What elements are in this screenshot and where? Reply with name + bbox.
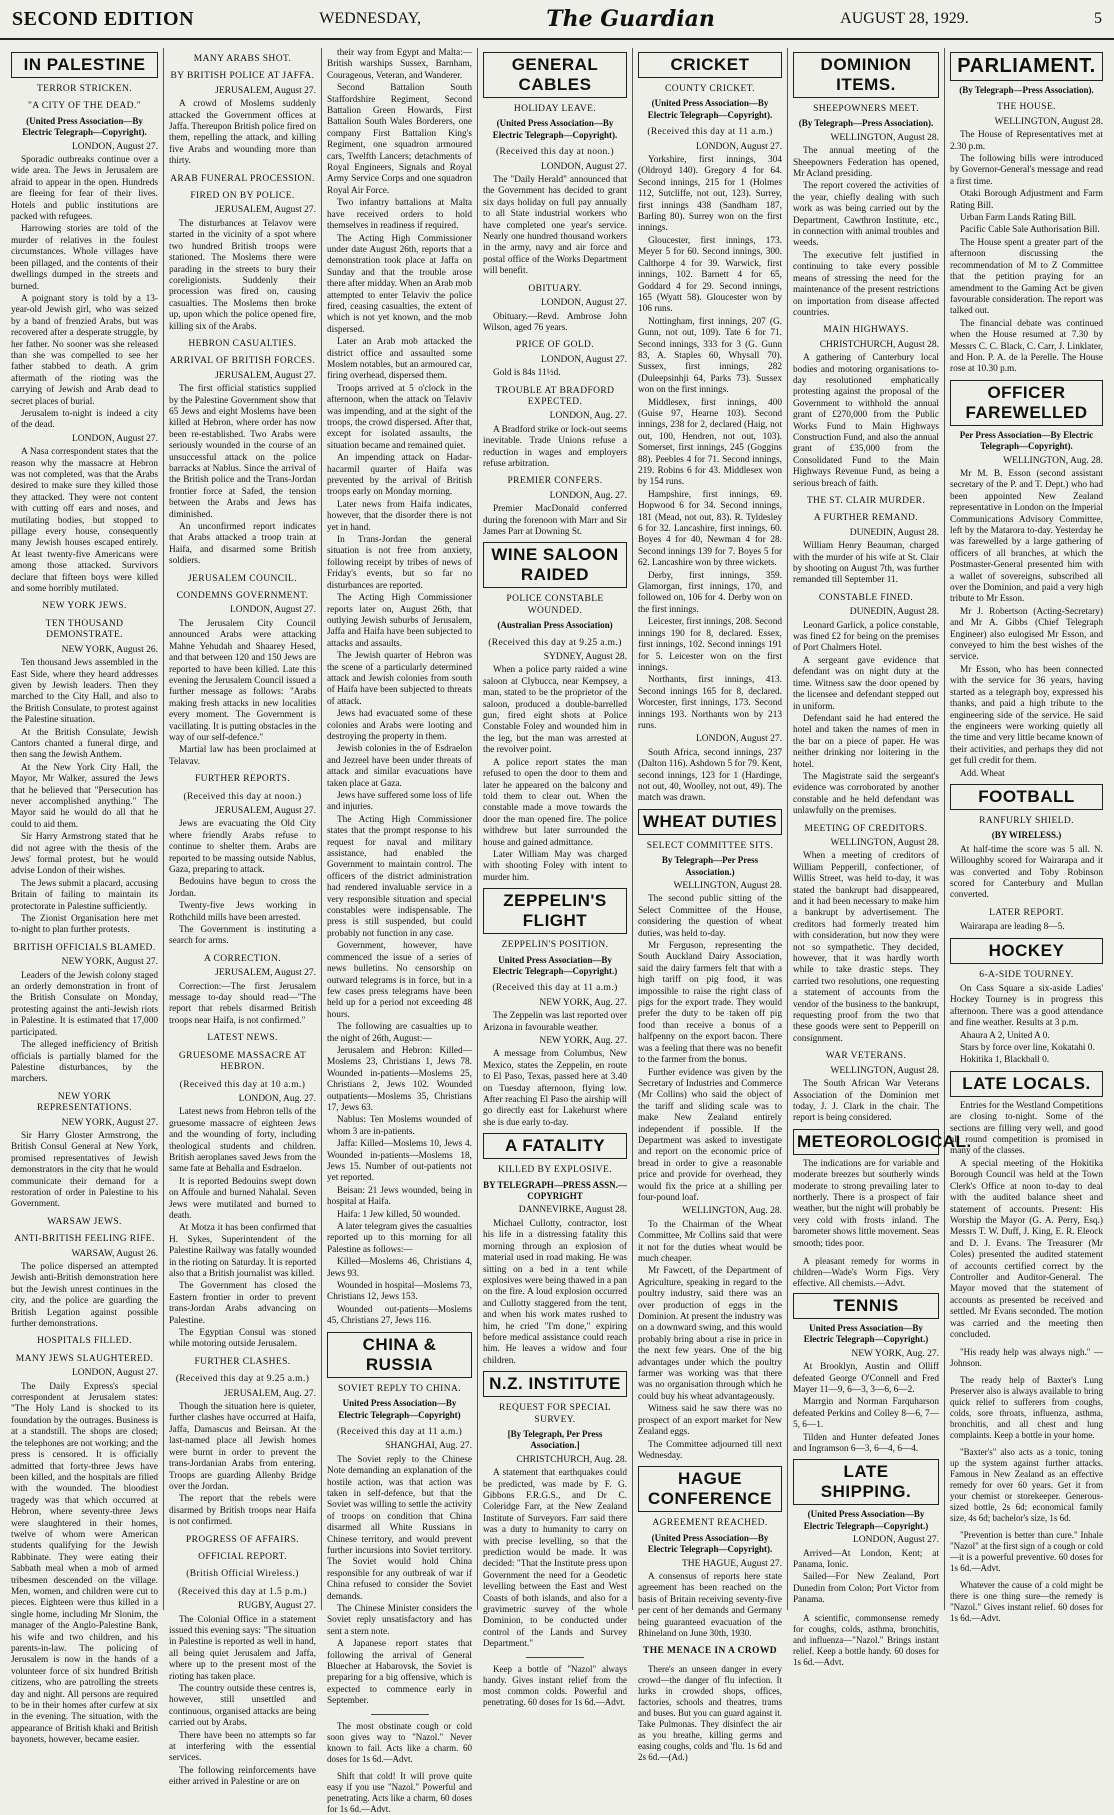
paragraph: Government, however, have commenced the issue of a series of news bulletins. No censorship on outward telegrams is in force, but in a few cases press telegrams have been held up for a period not exceeding 48 hours. (327, 941, 472, 1020)
subhead: THE HOUSE. (997, 102, 1056, 113)
column-4 (478, 48, 633, 1707)
note: (Received this day at 9.25 a.m.) (175, 1374, 310, 1385)
note: (Received this day at 11 a.m.) (647, 127, 773, 138)
subhead: TEN THOUSAND DEMONSTRATE. (45, 618, 124, 641)
paragraph: The report covered the activities of the year, chiefly dealing with such work as was being carried out by the Department, Cawthron Institute, etc., in connection with animal troubles and weeds. (793, 181, 939, 249)
paragraph: Northants, first innings, 413. Second innings 165 for 8, declared. Worcester, first innings, 173. Second innings 193. Northants won by 213 runs. (638, 675, 782, 731)
paragraph: The second public sitting of the Select Committee of the House, considering the question of wheat duties, was held to-day. (638, 894, 782, 939)
paragraph: Entries for the Westland Competitions are closing to-night. Some of the sections are filling very well, and good all round competition is promised in many of the classes. (950, 1100, 1103, 1157)
paragraph: Urban Farm Lands Rating Bill. (960, 213, 1076, 224)
paragraph: A statement that earthquakes could be predicted, was made by F. G. Gibbons F.R.G.S., and Dr C. Coleridge Farr, at the New Zealand Institute of Surveyors. Farr said there was a duty to humanity to carry on with precise levelling, so that the prediction would be made. It was decided: "That the Institute press upon Government the need for a Geodetic levelling between the East and West Coasts of both islands, and also for a gravimetric survey of the whole Dominion, to be conducted under control of the Lands and Survey Department." (483, 1468, 627, 1650)
dateline: LONDON, Aug. 27. (549, 411, 627, 422)
paragraph: Beisan: 21 Jews wounded, being in hospital at Haifa. (327, 1185, 472, 1208)
paragraph: The Acting High Commissioner reports later on, August 26th, that outlying Jewish suburbs of Jerusalem, Jaffa and Haifa have been subjected to attacks and assaults. (327, 593, 472, 649)
paragraph: The Government is instituting a search for arms. (169, 925, 316, 947)
paragraph: The executive felt justified in continuing to take every possible means of stressing the need for the maintenance of the present restrictions on importation from disease affected countries. (793, 250, 939, 318)
dateline: CHRISTCHURCH, August 28. (819, 339, 939, 350)
divider (371, 1714, 429, 1715)
dateline: SHANGHAI, Aug. 27. (385, 1441, 472, 1452)
subhead: COUNTY CRICKET. (665, 84, 755, 94)
subhead: WAR VETERANS. (825, 1051, 907, 1062)
subhead: BRITISH OFFICIALS BLAMED. (13, 942, 156, 953)
dateline: DANNEVIRKE, August 28. (518, 1205, 627, 1216)
masthead (0, 0, 1114, 40)
dateline: LONDON, August 27. (71, 1368, 158, 1379)
credit-line: (By Telegraph—Press Association). (959, 85, 1094, 95)
dateline: JERUSALEM, August 27. (215, 370, 316, 381)
dateline: LONDON, August 27. (540, 354, 627, 365)
paragraph: Otaki Borough Adjustment and Farm Rating Bill. (950, 189, 1103, 211)
subhead: ARAB FUNERAL PROCESSION. (170, 173, 315, 184)
subhead: TERROR STRICKEN. (36, 84, 133, 94)
subhead: OBITUARY. (528, 283, 582, 294)
column-2 (164, 48, 322, 1788)
paragraph: The House spent a greater part of the afternoon discussing the recommendation of M to Z Committee that the petition praying for an amendment to the Gaming Act be given favourable consideration. The report was talked out. (950, 237, 1103, 317)
day-label: WEDNESDAY, (319, 10, 422, 27)
paragraph: The South African War Veterans Association of the Dominion met today, J. J. Clark in the chair. The report is being considered. (793, 1079, 939, 1124)
paragraph: A police report states the man refused to open the door to them and later he appeared on the balcony and told them to clear out. When the constable made a move towards the door the man opened fire. The police withdrew but later surrounded the house and gained admittance. (483, 757, 627, 848)
paragraph: At half-time the score was 5 all. N. Willoughby scored for Wairarapa and it was converted and Toby Robinson scored for Canterbury and Mullan converted. (950, 844, 1103, 901)
subhead: A FURTHER REMAND. (813, 513, 919, 524)
paragraph: Harrowing stories are told of the murder of relatives in the foulest circumstances. Whole villages have been pillaged, and the contents of their dwellings dumped in the streets and burned. (11, 224, 158, 292)
paragraph: Jews had evacuated some of these colonies and Arabs were looting and destroying the property in them. (327, 709, 472, 742)
paragraph: The indications are for variable and moderate breezes but southerly winds moderate to strong prevailing later to northerly. There is a prospect of fair weather, but the night will probably be very cold with frosts inland. The barometer shows little movement. Seas smooth; tides poor. (793, 1158, 939, 1249)
paragraph: Mr J. Robertson (Acting-Secretary) and Mr A. Gibbs (Chief Telegraph Engineer) also eulogised Mr Esson, and conveyed to him the best wishes of the service. (950, 606, 1103, 663)
credit-line: BY TELEGRAPH—PRESS ASSN.—COPYRIGHT (483, 1179, 627, 1202)
paragraph: Pacific Cable Sale Authorisation Bill. (960, 225, 1100, 236)
paragraph: Martial law has been proclaimed at Telavav. (169, 745, 316, 767)
subhead: POLICE CONSTABLE WOUNDED. (506, 594, 604, 616)
headline-china-russia: CHINA & RUSSIA (327, 1332, 472, 1378)
note: (British Official Wireless.) (186, 1569, 299, 1580)
headline-hockey: HOCKEY (950, 938, 1103, 964)
subhead: MANY JEWS SLAUGHTERED. (15, 1353, 154, 1364)
subhead: TROUBLE AT BRADFORD EXPECTED. (495, 385, 615, 407)
credit-line: United Press Association—By Electric Telegraph—Copyright.) (492, 954, 618, 976)
column-7 (945, 48, 1108, 1624)
paragraph: The police dispersed an attempted Jewish anti-British demonstration here but the Jewish unrest continues in the city, and the police are guarding the British Legation against possible further demonstrations. (11, 1262, 158, 1330)
paragraph: A gathering of Canterbury local bodies and motoring organisations to-day resolutioned emphatically protesting against the proposal of the Government to withhold the annual grant of £270,000 from the Public Works Fund to Main Highways Construction Fund, and also the annual grant of £35,000 from the Consolidated Fund to the Main Highways Revenue Fund, as being a serious breach of faith. (793, 353, 939, 489)
paragraph: The Acting High Commissioner states that the prompt response to his request for naval and military assistance, had enabled the Government to maintain control. The officers of the district administration had rendered invaluable service in a very responsible situation and special constables were indispensable. The press is still suspended, but could probably not function in any case. (327, 814, 472, 939)
dateline: CHRISTCHURCH, Aug. 28. (516, 1454, 627, 1465)
paragraph: Hokitika 1, Blackball 0. (960, 1055, 1050, 1066)
advertisement: A scientific, commonsense remedy for coughs, colds, asthma, bronchitis, and influenza—"Nazol." Brings instant relief. Keep a bottle handy. 60 doses for 1s 6d.—Advt. (793, 1612, 939, 1667)
credit-line: [By Telegraph, Per Press Association.] (507, 1428, 603, 1451)
dateline: NEW YORK, Aug. 27. (539, 1036, 627, 1046)
paragraph: The "Daily Herald" announced that the Government has decided to grant six days holiday on full pay annually to all State industrial workers who have completed one year's service. Nearly one hundred thousand workers in the army, navy and air force and postal office of the Works Department will benefit. (483, 175, 627, 277)
advertisement: A pleasant remedy for worms in children—Wade's Worm Figs. Very effective. All chemists.—Advt. (793, 1255, 939, 1288)
subhead: ZEPPELIN'S POSITION. (501, 940, 609, 951)
paragraph: Latest news from Hebron tells of the gruesome massacre of eighteen Jews and the wounding of forty, including theological students and children. British aeroplanes saved Jews from the same fate at Behalla and Esdraelon. (169, 1107, 316, 1175)
note: (Received this day at 11 a.m.) (492, 983, 618, 994)
paragraph: The Daily Express's special correspondent at Jerusalem states: "The Holy Land is shocked to its foundation by the outrages. Business is at a standstill. The shops are closed; the telephones are not working; and the press is censored. It is officially admitted that forty-three Jews have been killed, and the hospitals are filled with the wounded. The bloodiest tragedy was that which occurred at Hebron, where seventy-three Jews were slaughtered in their homes, twelve of whom were American students qualifying for the Jewish Rabbinate. They were eating their Sabbath meal when a mob of armed tribesmen descended on the village. Men, women, and children were cut to pieces. Eighteen were thus killed in a single home, including Mr Slonim, the manager of the Anglo-Palestine Bank, his wife and two children, and his parents-in-law. The policing of Jerusalem is now in the hands of a volunteer force of six hundred British citizens, who are patrolling the streets day and night. All persons are required to be in their homes after curfew at six in the evening. The situation, with the appearance of British khaki and British bayonets, however, became easier. (11, 1381, 158, 1746)
headline-parliament: PARLIAMENT. (950, 52, 1103, 81)
paragraph: Jaffa: Killed—Moslems 10, Jews 4. Wounded in-patients—Moslems 18, Jews 15. Number of out-patients not yet reported. (327, 1139, 472, 1184)
paragraph: At the British Consulate, Jewish Cantors chanted a funeral dirge, and then sang the Jewish Anthem. (11, 727, 158, 761)
subhead: SELECT COMMITTEE SITS. (646, 840, 774, 851)
paragraph: Gold is 84s 11½d. (493, 368, 561, 379)
divider (526, 1657, 584, 1658)
credit-line: (United Press Association—By Electric Telegraph—Copyright). (22, 115, 147, 138)
subhead: THE ST. CLAIR MURDER. (806, 496, 926, 506)
columns (6, 48, 1108, 1814)
paragraph: The Acting High Commissioner under date August 26th, reports that a demonstration took place at Jaffa on Sunday and that the trouble arose there after midday. When an Arab mob attempted to enter Telaviv the police fired, ceasing casualties, the extent of which is not yet known, and the mob dispersed. (327, 233, 472, 335)
subhead: LATER REPORT. (989, 907, 1064, 918)
paragraph: The following are casualties up to the night of 26th, August:— (327, 1022, 472, 1044)
paragraph: Later an Arab mob attacked the district office and assaulted some Moslem notables, but an armoured car, firing overhead, dispersed them. (327, 337, 472, 382)
advertisement: Shift that cold! It will prove quite easy if you use "Nazol." Powerful and penetrating. Acts like a charm, 60 doses for 1s 6d.—Advt. (327, 1770, 472, 1814)
dateline: WELLINGTON, August 28. (830, 837, 939, 848)
credit-line: United Press Association—By Electric Telegraph—Copyright.) (803, 1322, 929, 1345)
subhead: MAIN HIGHWAYS. (823, 325, 909, 336)
subhead: THE MENACE IN A CROWD (642, 1646, 778, 1657)
subhead: BY BRITISH POLICE AT JAFFA. (170, 71, 315, 82)
paragraph: Wounded in hospital—Moslems 73, Christians 12, Jews 153. (327, 1281, 472, 1303)
paragraph: Leonard Garlick, a police constable, was fined £2 for being on the premises of Port Chalmers Hotel. (793, 620, 939, 654)
paragraph: The Government has closed the Eastern frontier in order to prevent trans-Jordan Arabs advancing on Palestine. (169, 1281, 316, 1326)
dateline: NEW YORK, August 27. (61, 1117, 158, 1128)
note: (Received this day at 9.25 a.m.) (488, 637, 622, 648)
subhead: A CORRECTION. (204, 953, 281, 964)
dateline: JERUSALEM, August 27. (215, 205, 316, 216)
paragraph: Wairarapa are leading 8—5. (960, 922, 1065, 933)
advertisement: Keep a bottle of "Nazol" always handy. Gives instant relief from the most common colds. Powerful and penetrating. 60 doses for 1s 6d.—Advt. (483, 1663, 627, 1707)
paragraph: Mr Fawcett, of the Department of Agriculture, speaking in regard to the poultry industry, said there was an over production of eggs in the Dominion. At present the industry was on a downward swing, and this would probably bring about a rise in price in the next few years. One of the big advantages under which the poultry farmer was working was that there was no organisation through which he could buy his wheat advantageously. (638, 1266, 782, 1402)
headline-zeppelin: ZEPPELIN'S FLIGHT (483, 888, 627, 934)
dateline: NEW YORK, Aug. 27. (539, 997, 627, 1008)
paragraph: A message from Columbus, New Mexico, states the Zeppelin, en route to El Paso, Texas, passed here at 3.40 on Tuesday afternoon, flying low. After reaching El Paso the airship will go directly east for Lakehurst where she is due early to-day. (483, 1049, 627, 1128)
paragraph: Wounded out-patients—Moslems 45, Christians 27, Jews 116. (327, 1304, 472, 1327)
paragraph: Mr Ferguson, representing the South Auckland Dairy Association, said the dairy farmers felt that with a high tariff on pig food, it was impossible to raise the right class of pigs for the export trade. They would prefer the duty to be taken off pig food than receive a bonus of a halfpenny on the export bacon. There was a feeling that there was no benefit to the farmer from the bonus. (638, 941, 782, 1066)
dateline: LONDON, August 27. (229, 605, 316, 616)
paragraph: The Soviet reply to the Chinese Note demanding an explanation of the hostile action, was that action was taken in self-defence, but that the Soviet was willing to settle the activity of troops on condition that China disarmed all White Russians in Chinese territory, and would prevent further incursions into Soviet territory. The Soviet would hold China responsible for any outbreak of war if China refused to consider the Soviet demands. (327, 1454, 472, 1602)
paragraph: Witness said he saw there was no prospect of an export market for New Zealand eggs. (638, 1404, 782, 1438)
subhead: PROGRESS OF AFFAIRS. (185, 1534, 300, 1545)
advertisement: There's an unseen danger in every crowd—the danger of flu infection. It lurks in crowded shops, offices, factories, schools and theatres, trams and buses. But you can guard against it. Take Pulmonas. They disinfect the air as you breathe, killing germs and easing coughs, colds and 'flu. 1s 6d and 2s 6d.—(Ad.) (638, 1663, 782, 1762)
paragraph: Arrived—At London, Kent; at Panama, Ionic. (793, 1548, 939, 1571)
paragraph: Killed—Moslems 46, Christians 4, Jews 93. (327, 1257, 472, 1279)
paragraph: When a meeting of creditors of William Pepperill, confectioner, of Willis Street, was held to-day, it was stated the bankrupt had disappeared, and it had been necessary to make him a bankrupt by advertisement. The creditors had formerly treated him with consideration, but now they were not so sympathetic. They decided, however, that it was hardly worth while to take drastic steps. They carried two resolutions, one requesting a statement of accounts from the vendor of the business to the bankrupt, requesting proof from the two that these goods were sent to Pepperill on consignment. (793, 851, 939, 1044)
headline-late-locals: LATE LOCALS. (950, 1071, 1103, 1097)
subhead: SOVIET REPLY TO CHINA. (337, 1383, 462, 1394)
subhead: SHEEPOWNERS MEET. (813, 104, 919, 114)
subhead: NEW YORK JEWS. (42, 601, 127, 612)
paragraph: Later news from Haifa indicates, however, that the disorder there is not yet in hand. (327, 499, 472, 533)
dateline: WELLINGTON, August 28. (994, 116, 1103, 127)
credit-line: (United Press Association—By Electric Telegraph—Copyright). (647, 1532, 773, 1555)
subhead: JERUSALEM COUNCIL. (187, 573, 298, 584)
paragraph: Yorkshire, first innings, 304 (Oldroyd 140). Gregory 4 for 64. Second innings, 215 for 1 (Holmes 112, Sutcliffe, not out, 123). Surrey, first innings 438 (Sandham 187, Barling 80). Surrey won on the first innings. (638, 155, 782, 234)
paragraph: Jews are evacuating the Old City where friendly Arabs refuse to continue to shelter them. Arabs are reported to be massing outside Nablus, Gaza, preparing to attack. (169, 819, 316, 875)
paragraph: Second Battalion South Staffordshire Regiment, Second Battalion Green Howards, First Battalion South Wales Borderers, one company First Battalion King's Regiment, one squadron armoured cars, Twelfth Lancers; detachments of Royal Engineers, Signals and Royal Army Service Corps and one squadron Royal Air Force. (327, 83, 472, 196)
paragraph: Later William May was charged with shooting Foley with intent to murder him. (483, 849, 627, 883)
paragraph: their way from Egypt and Malta:— British warships Sussex, Barnham, Courageous, Veteran, and Wanderer. (327, 48, 472, 81)
paragraph: Further evidence was given by the Secretary of Industries and Commerce (Mr Collins) who said the object of the tariff and sliding scale was to make New Zealand entirely independent if possible. If the Department was asked to investigate and report on the economic price of bread in order to give a reasonable price and provide for overhead, they would fix the price at a shilling per four-pound loaf. (638, 1067, 782, 1203)
dateline: WARSAW, August 26. (71, 1248, 158, 1259)
paragraph: The Egyptian Consul was stoned while motoring outside Jerusalem. (169, 1328, 316, 1350)
subhead: HOSPITALS FILLED. (37, 1336, 132, 1347)
paragraph: A crowd of Moslems suddenly attacked the Government offices at Jaffa. Thereupon British police fired on them, repelling the attack, and killing five Arabs and wounding more than thirty. (169, 99, 316, 167)
paragraph: Though the situation here is quieter, further clashes have occurred at Haifa, Jaffa, Damascus and Beirsan. At the last-named place all Jewish homes were burnt in order to prevent the trans-Jordanian Arabs from entering. Troops are guarding Allenby Bridge over the Jordan. (169, 1402, 316, 1492)
dateline: NEW YORK, August 27. (61, 957, 158, 968)
advertisement: "Baxter's" also acts as a tonic, toning up the system against further attacks. Famous in New Zealand as an effective remedy for over 60 years. Get it from your chemist or storekeeper. Generous-sized bottle, 2s 6d; economical family size, 4s 6d; bachelor's size, 1s 6d. (950, 1447, 1103, 1524)
column-3 (322, 48, 478, 1814)
paragraph: Mr Esson, who has been connected with the service for 36 years, having started as a telegraph boy, expressed his thanks, and paid a high tribute to the engineering side of the service. He said the engineers were working quietly all the time and very little became known of their activities, and perhaps they did not get full credit for them. (950, 664, 1103, 767)
paragraph: Two infantry battalions at Malta have received orders to hold themselves in readiness if required. (327, 198, 472, 232)
date-label: AUGUST 28, 1929. (840, 10, 969, 27)
paragraph: The country outside these centres is, however, still unsettled and continuous, organised attacks are being carried out by Arabs. (169, 1684, 316, 1729)
page-number: 5 (1093, 10, 1102, 27)
paragraph: A Japanese report states that following the arrival of General Bluecher at Habarovsk, the Soviet is preparing for a big offensive, which is expected to commence early in September. (327, 1639, 472, 1707)
edition-label: SECOND EDITION (12, 7, 195, 30)
dateline: LONDON, August 27. (540, 161, 627, 172)
subhead: CONDEMNS GOVERNMENT. (176, 591, 309, 602)
subhead: HOLIDAY LEAVE. (513, 104, 597, 114)
subhead: ARRIVAL OF BRITISH FORCES. (169, 356, 316, 367)
advertisement: The most obstinate cough or cold soon gives way to "Nazol." Never known to fail. Acts like a charm. 60 doses for 1s 6d.—Advt. (327, 1720, 472, 1764)
paragraph: Derby, first innings, 359. Glamorgan, first innings, 170, and followed on, 106 for 4. Derby won on the first innings. (638, 570, 782, 615)
subhead: CONSTABLE FINED. (818, 592, 914, 603)
paragraph: Leaders of the Jewish colony staged an orderly demonstration in front of the British Consulate on Monday, protesting against the anti-Jewish riots in Palestine. It is estimated that 17,000 participated. (11, 970, 158, 1038)
column-6 (788, 48, 972, 1667)
headline-hague-conference: HAGUE CONFERENCE (638, 1466, 782, 1512)
subhead: FURTHER REPORTS. (195, 774, 290, 785)
paragraph: A later telegram gives the casualties reported up to this morning for all Palestine as follows:— (327, 1222, 472, 1255)
paragraph: There have been no attempts so far at interfering with the essential services. (169, 1730, 316, 1764)
subhead: ANTI-BRITISH FEELING RIFE. (14, 1234, 155, 1245)
paragraph: The Chinese Minister considers the Soviet reply unsatisfactory and has sent a stern note. (327, 1604, 472, 1637)
paragraph: Mr M. B. Esson (second assistant secretary of the P. and T. Dept.) who had been appointed New Zealand representative in London on the Imperial Communications Advisory Committee, left by the Matarora to-day. Yesterday he was farewelled by a large gathering of officers of all branches, at which the Postmaster-General presented him with a wallet of sovereigns, subscribed all over the Dominion, and paid a very high tribute to Mr Esson. (950, 468, 1103, 605)
dateline: LONDON, August 27. (540, 298, 627, 309)
paragraph: The report that the rebels were disarmed by British troops near Haifa is not confirmed. (169, 1494, 316, 1528)
dateline: JERUSALEM, Aug. 27. (223, 1388, 316, 1399)
headline-tennis: TENNIS (793, 1293, 939, 1319)
note: (Received this day at 11 a.m.) (336, 1426, 463, 1437)
advertisement: The ready help of Baxter's Lung Preserver also is always available to bring quick relief to sufferers from coughs, colds, sore throats, influenza, asthma, bronchitis, and all chest and lung complaints. Keep a bottle in your home. (950, 1375, 1103, 1441)
paragraph: A Bradford strike or lock-out seems inevitable. Trade Unions refuse a reduction in wages and employers refuse arbitration. (483, 424, 627, 469)
paragraph: The Jewish quarter of Hebron was the scene of a particularly determined attack and Jewish colonies from south of Haifa have been subjected to threats of attack. (327, 651, 472, 707)
headline-wine-saloon: WINE SALOON RAIDED (483, 542, 627, 588)
advertisement: "Prevention is better than cure." Inhale "Nazol" at the first sign of a cough or cold—it is a powerful preventive. 60 doses for 1s 6d.—Advt. (950, 1530, 1103, 1574)
subhead: KILLED BY EXPLOSIVE. (498, 1165, 612, 1176)
paragraph: To the Chairman of the Wheat Committee, Mr Collins said that were it not for the duties wheat would be much cheaper. (638, 1219, 782, 1264)
headline-dominion-items: DOMINION ITEMS. (793, 52, 939, 98)
paragraph: Tilden and Hunter defeated Jones and Ingramson 6—3, 6—4, 6—4. (793, 1432, 939, 1455)
credit-line: (Australian Press Association) (497, 620, 613, 631)
paragraph: Sailed—For New Zealand, Port Dunedin from Colon; Port Victor from Panama. (793, 1572, 939, 1606)
dateline: LONDON, August 27. (71, 141, 158, 152)
subhead: PREMIER CONFERS. (507, 476, 603, 487)
dateline: WELLINGTON, Aug. 28. (1003, 455, 1103, 466)
subhead: WARSAW JEWS. (47, 1216, 122, 1227)
dateline: NEW YORK, Aug. 27. (851, 1348, 939, 1359)
subhead: 6-A-SIDE TOURNEY. (979, 969, 1074, 980)
paragraph: A special meeting of the Hokitika Borough Council was held at the Town Clerk's Office at noon to-day to deal with the audited balance sheet and statement of accounts. Present: His Worship the Mayor (G. A. Perry, Esq.) Messrs T. W. Duff, J. King, E. R. Eleock and D. J. Evans. The Treasurer (Mr Coles) presented the audited statement of accounts certified correct by the Controller and Auditor-General. The Mayor moved that the statement of accounts as presented be received and settled. Mr Evans seconded. The motion was carried and the meeting then concluded. (950, 1158, 1103, 1340)
paragraph: The Magistrate said the sergeant's evidence was corroborated by another constable and he held defendant was unlawfully on the premises. (793, 771, 939, 817)
note: (Received this day at 1.5 p.m.) (177, 1586, 307, 1597)
paragraph: The Colonial Office in a statement issued this evening says: "The situation in Palestine is reported as well in hand, all being quiet Jerusalem and Jaffa, where up to the present most of the rioting has taken place. (169, 1614, 316, 1682)
paragraph: Gloucester, first innings, 173. Meyer 5 for 60. Second innings, 300. Calthorpe 4 for 39. Warwick, first innings, 102. Barnett 4 for 65, Goddard 4 for 29. Second innings, 165 (Wyatt 58). Gloucester won by 106 runs. (638, 235, 782, 315)
paragraph: Hampshire, first innings, 69. Hopwood 6 for 34. Second innings, 181 (Mead, not out, 83). R. Tyldesley 6 for 32. Lancashire, first innings, 60. Boyes 4 for 40, Newman 4 for 28. Second innings 139 for 7. Boyes 5 for 62. Lancashire won by three wickets. (638, 489, 782, 569)
subhead: MEETING OF CREDITORS. (804, 823, 928, 834)
dateline: SYDNEY, August 28. (543, 652, 627, 663)
subhead: PRICE OF GOLD. (515, 340, 595, 351)
paragraph: An unconfirmed report indicates that Arabs attacked a troop train at Haifa, and disarmed some British soldiers. (169, 522, 316, 567)
dateline: JERUSALEM, August 27. (215, 805, 316, 816)
paragraph: The first official statistics supplied by the Palestine Government show that 65 Jews and eight Moslems have been killed at Hebron, where order has now been re-established. Two Arabs were seriously wounded in the course of an unsuccessful attack on the police barracks at Nablus. Since the arrival of the British police and the Trans-Jordan frontier force at Safed, the tension between the Arabs and Jews has diminished. (169, 384, 316, 520)
paragraph: Premier MacDonald conferred during the forenoon with Marr and Sir James Parr at Downing St. (483, 504, 627, 537)
credit-line: United Press Association—By Electric Telegraph—Copyright) (338, 1398, 461, 1420)
dateline: THE HAGUE, August 27. (681, 1558, 782, 1569)
headline-officer-farewelled: OFFICER FAREWELLED (950, 380, 1103, 426)
subhead: MANY ARABS SHOT. (193, 54, 292, 64)
dateline: WELLINGTON, August 28. (830, 1065, 939, 1076)
paragraph: The Zionist Organisation here met to-night to plan further protests. (11, 914, 158, 936)
paragraph: The disturbances at Telavov were started in the vicinity of a spot where two hundred British troops were stationed. The Moslems there were parading in the streets to bury their coreligionists. Suddenly their procession was fired on, causing casualties. The Moslems then broke up, upon which the police opened fire, killing six of the Arabs. (169, 218, 316, 332)
paragraph: The annual meeting of the Sheepowners Federation has opened, Mr Acland presiding. (793, 146, 939, 180)
paragraph: Jerusalem and Hebron: Killed—Moslems 23, Christians 1, Jews 78. Wounded in-patients—Moslems 25, Christians 2, Jews 102. Wounded outpatients—Moslems 35, Christians 17, Jews 63. (327, 1045, 472, 1113)
subhead: FIRED ON BY POLICE. (190, 191, 295, 202)
dateline: WELLINGTON, Aug. 28. (682, 1206, 782, 1217)
paragraph: Marrgin and Norman Farquharson defeated Perkins and Colley 8—6, 7—5, 6—1. (793, 1397, 939, 1431)
paragraph: On Cass Square a six-aside Ladies' Hockey Tourney is in progress this afternoon. There was a good attendance and fine weather. Results at 3 p.m. (950, 984, 1103, 1029)
headline-wheat-duties: WHEAT DUTIES (638, 809, 782, 835)
paragraph: Haifa: 1 Jew killed, 50 wounded. (337, 1209, 461, 1220)
paragraph: A sergeant gave evidence that defendant was on night duty at the time. Witness saw the door opened by the licensee and defendant stepped out in uniform. (793, 655, 939, 712)
column-1 (6, 48, 164, 1746)
paragraph: Nottingham, first innings, 207 (G. Gunn, not out, 109). Tate 6 for 71. Second innings, 333 for 3 (G. Gunn 83, A. Staples 60, Whysall 70). Sussex, first innings, 282 (Duleepsinhji 64, Parks 73). Sussex won on the first innings. (638, 316, 782, 396)
paragraph: The Jerusalem City Council announced Arabs were attacking Mahne Yehudah and Shaarey Hesed, and that between 120 and 150 Jews are reported to have been killed. Late this evening the Jerusalem Council issued a further message as follows: "Arabs making fresh attacks in new localities every moment. The Government is vacillating. It is putting obstacles in the way of our self-defence." (169, 618, 316, 743)
headline-nz-institute: N.Z. INSTITUTE (483, 1371, 627, 1397)
credit-line: By Telegraph—Per Press Association.) (661, 855, 759, 877)
paragraph: A consensus of reports here state agreement has been reached on the basis of Britain receiving seventy-five per cent of her demands and Germany being guaranteed evacuation of the Rhineland on June 30th, 1930. (638, 1571, 782, 1639)
credit-line: (United Press Association—By Electric Telegraph—Copyright). (492, 118, 618, 140)
dateline: DUNEDIN, August 28. (849, 527, 939, 538)
paragraph: Twenty-five Jews working in Rothchild mills have been arrested. (169, 901, 316, 923)
paragraph: Middlesex, first innings, 400 (Guise 97, Hearne 103). Second innings, 238 for 2, declared (Haig, not out, 100, Hendren, not out, 103). Somerset, first innings, 245 (Goggins 88). Peebles 4 for 71. Second innings, 219. Robins 6 for 43. Middlesex won by 154 runs. (638, 397, 782, 488)
newspaper-title: The Guardian (546, 6, 715, 32)
paragraph: The financial debate was continued when the House resumed at 7.30 by Messrs C. C. Black, C. Carr, J. Linklater, and Hon. P. A. de la Perelle. The House rose at 10.30 p.m. (950, 318, 1103, 375)
paragraph: When a police party raided a wine saloon at Clybucca, near Kempsey, a man, stated to be the proprietor of the saloon, produced a double-barrelled gun, fired eight shots at Police Constable Foley and wounded him in the leg, but the man was arrested at the revolver point. (483, 665, 627, 756)
dateline: JERUSALEM, August 27. (215, 85, 316, 96)
paragraph: Sir Harry Armstrong stated that he did not agree with the thesis of the Jews' formal protest, but he would advise London of their wishes. (11, 832, 158, 877)
dateline: RUGBY, August 27. (238, 1601, 316, 1612)
advertisement: Whatever the cause of a cold might be there is one thing sure—the remedy is "Nazol." Gives instant relief. 60 doses for 1s 6d.—Advt. (950, 1580, 1103, 1624)
dateline: LONDON, Aug. 27. (238, 1093, 316, 1104)
paragraph: Michael Cullotty, contractor, lost his life in a distressing fatality this morning through an explosion of material used in road making. He was sitting on a bed in a tent while explosives were being thawed in a pan on the fire. A loud explosion occurred and Cullotty staggered from the tent, and when his work mates rushed to him, he cried "I'm done," expiring before medical assistance could reach him. He leaves a widow and four children. (483, 1218, 627, 1366)
paragraph: The following reinforcements have either arrived in Palestine or are on (169, 1765, 316, 1788)
column-5 (633, 48, 788, 1762)
dateline: LONDON, August 27. (695, 141, 782, 152)
credit-line: (By Telegraph—Press Association). (798, 118, 934, 129)
paragraph: Jewish colonies in the of Esdraelon and Jezreel have been under threats of attack and similar evacuations have taken place at Gaza. (327, 744, 472, 789)
paragraph: The following bills were introduced by Governor-General's message and read a first time. (950, 154, 1103, 187)
dateline: NEW YORK, August 26. (61, 644, 158, 655)
paragraph: The alleged inefficiency of British officials is partially blamed for the Palestine disturbances, by the marchers. (11, 1040, 158, 1085)
headline-meteorological: METEOROLOGICAL. (793, 1129, 939, 1155)
dateline: WELLINGTON, August 28. (830, 132, 939, 143)
headline-football: FOOTBALL (950, 784, 1103, 810)
paragraph: Jerusalem to-night is indeed a city of the dead. (11, 408, 158, 431)
paragraph: The Jews submit a placard, accusing Britain of failing to maintain its protectorate in Palestine sufficiently. (11, 878, 158, 912)
paragraph: Obituary.—Revd. Ambrose John Wilson, aged 76 years. (483, 311, 627, 333)
paragraph: The Zeppelin was last reported over Arizona in favourable weather. (483, 1011, 627, 1033)
paragraph: At Brooklyn, Austin and Olliff defeated George O'Connell and Fred Mayer 11—9, 6—3, 3—6, 6—2. (793, 1362, 939, 1395)
subhead: NEW YORK REPRESENTATIONS. (36, 1091, 133, 1114)
paragraph: Bedouins have begun to cross the Jordan. (169, 877, 316, 899)
note: (Received this day at noon.) (495, 147, 615, 158)
subhead: AGREEMENT REACHED. (652, 1518, 768, 1529)
subhead: HEBRON CASUALTIES. (188, 338, 297, 349)
paragraph: At Motza it has been confirmed that H. Sykes, Superintendent of the Palestine Railway was fatally wounded in the rioting on Saturday. It is reported also that a British journalist was killed. (169, 1223, 316, 1279)
paragraph: Correction:—The first Jerusalem message to-day should read—"The report that rebels disarmed British troops near Haifa, is not confirmed." (169, 981, 316, 1026)
paragraph: An impending attack on Hadar-hacarmil quarter of Haifa was prevented by the arrival of British troops early on Monday morning. (327, 453, 472, 498)
subhead: OFFICIAL REPORT. (198, 1551, 287, 1562)
headline-late-shipping: LATE SHIPPING. (793, 1459, 939, 1505)
headline-fatality: A FATALITY (483, 1133, 627, 1159)
paragraph: Ten thousand Jews assembled in the East Side, where they heard addresses given by Jewish leaders. Then they marched to the City Hall, and also to the British Consulate, to protest against the Palestine situation. (11, 658, 158, 726)
subhead: "A CITY OF THE DEAD." (27, 101, 141, 112)
paragraph: Stars by force over line, Kokatahi 0. (960, 1043, 1095, 1054)
advertisement: "His ready help was always nigh." —Johnson. (950, 1347, 1103, 1369)
paragraph: Nablus: Ten Moslems wounded of whom 3 are in-patients. (327, 1115, 472, 1137)
note: (Received this day at noon.) (183, 791, 302, 802)
paragraph: At the New York City Hall, the Mayor, Mr Walker, assured the Jews that he believed that "Persecution has never accomplished anything." The Mayor said he would do all that he could to aid them. (11, 762, 158, 830)
headline-general-cables: GENERAL CABLES (483, 52, 627, 98)
paragraph: Troops arrived at 5 o'clock in the afternoon, when the attack on Telaviv was impending, and at the sight of the troops, the crowd dispersed. After that, except for isolated assaults, the situation became and remained quiet. (327, 383, 472, 451)
paragraph: A Nasa correspondent states that the reason why the massacre at Hebron was not completed, was that the Arabs desired to make sure they killed those they attacked. They were not content with cutting off ears and noses, and mutilating bodies, but stopped to pillage every house, consequently many Jewish houses escaped entirely. At least twenty-five Americans were among those attacked. Survivors declare that fifteen boys were killed and some horribly mutilated. (11, 447, 158, 595)
paragraph: Leicester, first innings, 208. Second innings 190 for 8, declared. Essex, first innings, 102. Second innings 191 for 5. Leicester won on the first innings. (638, 617, 782, 673)
dateline: LONDON, August 27. (852, 1535, 939, 1546)
paragraph: Sir Harry Gloster Armstrong, the British Consul General at New York, promised representatives of Jewish demonstrators in the city that he would communicate their demand for a restoration of order in Palestine to his Government. (11, 1130, 158, 1210)
dateline: WELLINGTON, August 28. (673, 881, 782, 891)
subhead: FURTHER CLASHES. (194, 1356, 291, 1367)
note: (Received this day at 10 a.m.) (179, 1079, 306, 1090)
paragraph: It is reported Bedouins swept down on Affoule and burned Nahalal. Seven Jews were mutilated and burned to death. (169, 1176, 316, 1221)
paragraph: Jews have suffered some loss of life and injuries. (327, 791, 472, 813)
credit-line: (BY WIRELESS.) (991, 830, 1062, 841)
paragraph: The House of Representatives met at 2.30 p.m. (950, 130, 1103, 152)
dateline: LONDON, August 27. (71, 433, 158, 444)
credit-line: (United Press Association—By Electric Telegraph—Copyright). (647, 98, 773, 120)
subhead: RANFURLY SHIELD. (979, 815, 1074, 826)
credit-line: (United Press Association—By Electric Telegraph—Copyright.) (803, 1509, 929, 1531)
paragraph: In Trans-Jordan the general situation is not free from anxiety, following receipt by tribes of news of Friday's events, but so far no disturbances are reported. (327, 535, 472, 591)
paragraph: Defendant said he had entered the hotel and taken the names of men in the bar on a piece of paper. He was neither drinking nor loitering in the hotel. (793, 713, 939, 770)
paragraph: South Africa, second innings, 237 (Dalton 116). Ashdown 5 for 79. Kent, second innings, 123 for 1 (Hardinge, not out, 40, Woolley, not out, 49). The match was drawn. (638, 747, 782, 804)
dateline: LONDON, Aug. 27. (549, 490, 627, 501)
paragraph: Ahaura A 2, United A 0. (960, 1030, 1050, 1041)
subhead: LATEST NEWS. (207, 1033, 278, 1044)
headline-cricket: CRICKET (638, 52, 782, 78)
paragraph: Add. Wheat (960, 768, 1005, 779)
paragraph: Sporadic outbreaks continue over a wide area. The Jews in Jerusalem are afraid to appear in the open. Hundreds are fleeing for fear of their lives. Hotels and public institutions are packed with refugees. (11, 155, 158, 223)
paragraph: The Committee adjourned till next Wednesday. (638, 1439, 782, 1461)
dateline: DUNEDIN, August 28. (849, 607, 939, 618)
dateline: LONDON, August 27. (695, 734, 782, 745)
dateline: JERUSALEM, August 27. (215, 968, 316, 979)
paragraph: A poignant story is told by a 13-year-old Jewish girl, who was seized by a band of frenzied Arabs, but was recovered after a desperate struggle, by her father. No sooner was she released than she was compelled to see her father stabbed to death. A grim aftermath of the rioting was the carrying of Jewish and Arab dead to secret places of burial. (11, 293, 158, 407)
headline-palestine: IN PALESTINE (11, 52, 158, 78)
credit-line: Per Press Association—By Electric Telegraph—Copyright). (959, 429, 1094, 452)
subhead: REQUEST FOR SPECIAL SURVEY. (499, 1403, 611, 1425)
subhead: GRUESOME MASSACRE AT HEBRON. (178, 1050, 307, 1073)
paragraph: William Henry Beauman, charged with the murder of his wife at St. Clair by shooting on August 7th, was further remanded till September 11. (793, 541, 939, 586)
